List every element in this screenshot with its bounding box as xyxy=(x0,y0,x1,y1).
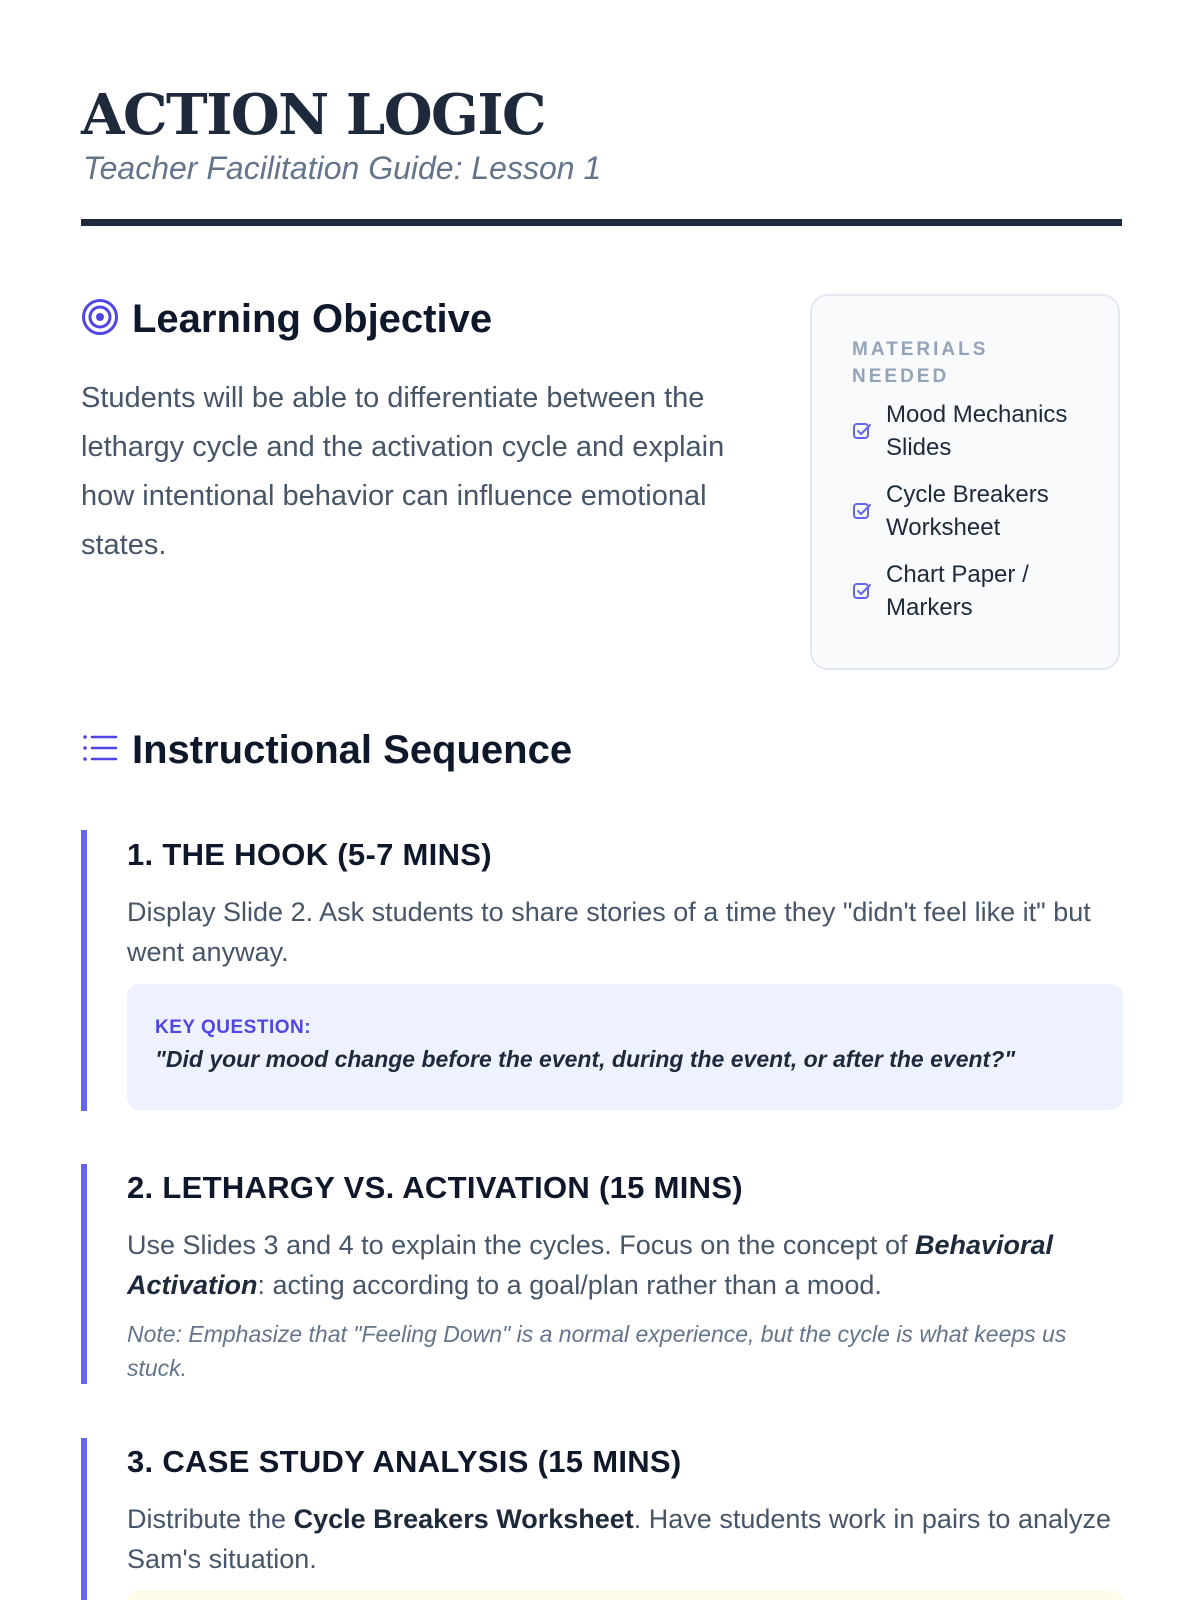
materials-item xyxy=(852,478,1096,544)
step-body: Display Slide 2. Ask students to share stories of a time they "didn't feel like it" but went anyway. xyxy=(127,897,1091,967)
step-body-text: . Have students work in pairs to analyze Sam's situation. xyxy=(127,1504,1112,1574)
materials-item-label: Chart Paper / Markers xyxy=(886,561,1029,621)
step-callout-box xyxy=(127,1590,1123,1600)
step-body xyxy=(127,1225,1127,1305)
learning-objective-text: Students will be able to differentiate between the lethargy cycle and the activation cycle and explain how intentional behavior can influence emotional states. xyxy=(81,382,725,561)
sequence-step xyxy=(81,1164,1122,1384)
title-divider xyxy=(81,219,1122,226)
key-question-label: KEY QUESTION: xyxy=(155,1017,312,1038)
key-question-callout xyxy=(127,984,1123,1110)
step-title: 3. CASE STUDY ANALYSIS (15 MINS) xyxy=(127,1444,682,1479)
materials-item-label: Mood Mechanics Slides xyxy=(886,401,1068,461)
materials-card xyxy=(810,294,1120,670)
document-title: ACTION LOGIC xyxy=(81,82,546,148)
learning-objective-heading xyxy=(81,295,492,343)
checkbox-icon xyxy=(852,421,872,441)
checkbox-icon xyxy=(852,581,872,601)
learning-objective-title: Learning Objective xyxy=(132,297,493,341)
step-body-text: : acting according to a goal/plan rather than a mood. xyxy=(257,1270,882,1300)
sequence-step xyxy=(81,1438,1122,1600)
target-icon xyxy=(81,298,119,341)
materials-item-label: Cycle Breakers Worksheet xyxy=(886,481,1049,541)
materials-item xyxy=(852,398,1096,464)
materials-title: MATERIALS NEEDED xyxy=(852,339,989,387)
checkbox-icon xyxy=(852,501,872,521)
list-icon xyxy=(81,729,119,772)
step-body-text: Distribute the xyxy=(127,1504,294,1534)
step-body xyxy=(127,1499,1127,1579)
instructional-sequence-title: Instructional Sequence xyxy=(132,728,573,772)
step-title: 1. THE HOOK (5-7 MINS) xyxy=(127,837,492,872)
step-body-emphasis: Cycle Breakers Worksheet xyxy=(293,1504,634,1534)
step-title: 2. LETHARGY VS. ACTIVATION (15 MINS) xyxy=(127,1170,743,1205)
instructional-sequence-heading xyxy=(81,726,572,774)
step-note: Note: Emphasize that "Feeling Down" is a normal experience, but the cycle is what keeps us stuck. xyxy=(127,1321,1067,1381)
materials-item xyxy=(852,558,1096,624)
step-body-emphasis: Behavioral Activation xyxy=(127,1230,1054,1300)
document-subtitle: Teacher Facilitation Guide: Lesson 1 xyxy=(83,150,602,186)
key-question-text: "Did your mood change before the event, during the event, or after the event?" xyxy=(155,1046,1016,1072)
step-body-text: Use Slides 3 and 4 to explain the cycles. Focus on the concept of xyxy=(127,1230,915,1260)
sequence-step xyxy=(81,830,1122,1111)
